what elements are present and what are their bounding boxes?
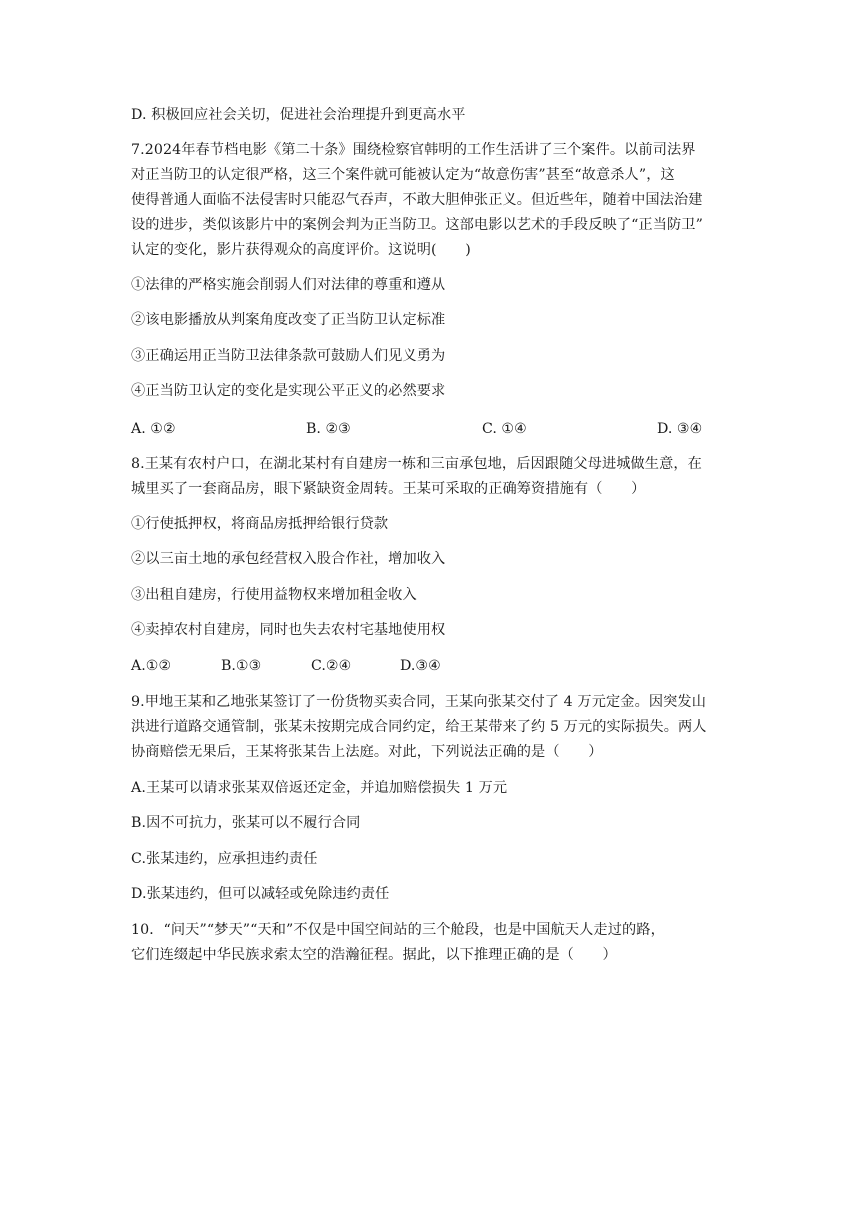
q8-statement-1: ①行使抵押权，将商品房抵押给银行贷款	[131, 516, 389, 532]
q8-statement-2: ②以三亩土地的承包经营权入股合作社，增加收入	[131, 551, 446, 567]
q6-option-d: D. 积极回应社会关切，促进社会治理提升到更高水平	[131, 107, 466, 123]
q9-option-a: A.王某可以请求张某双倍返还定金，并追加赔偿损失 1 万元	[131, 780, 508, 796]
q7-statement-3: ③正确运用正当防卫法律条款可鼓励人们见义勇为	[131, 348, 446, 364]
q7-statement-2: ②该电影播放从判案角度改变了正当防卫认定标准	[131, 312, 446, 328]
q8-option-c: C.②④	[311, 658, 352, 674]
q9-option-d: D.张某违约，但可以减轻或免除违约责任	[131, 886, 390, 902]
q9-stem-line-3: 协商赔偿无果后，王某将张某告上法庭。对此，下列说法正确的是（ ）	[131, 744, 603, 760]
q10-stem-line-2: 它们连缀起中华民族求索太空的浩瀚征程。据此，以下推理正确的是（ ）	[131, 947, 617, 963]
q9-option-c: C.张某违约，应承担违约责任	[131, 851, 318, 867]
q7-option-d: D. ③④	[657, 421, 703, 437]
q9-stem-line-1: 9.甲地王某和乙地张某签订了一份货物买卖合同，王某向张某交付了 4 万元定金。因突发山	[131, 694, 707, 710]
q7-option-c: C. ①④	[482, 421, 527, 437]
q7-stem-line-3: 使得普通人面临不法侵害时只能忍气吞声，不敢大胆伸张正义。但近些年，随着中国法治建	[131, 192, 703, 208]
q7-stem-line-2: 对正当防卫的认定很严格，这三个案件就可能被认定为“故意伤害”甚至“故意杀人”，这	[131, 167, 675, 183]
q7-statement-4: ④正当防卫认定的变化是实现公平正义的必然要求	[131, 383, 446, 399]
q7-stem-line-4: 设的进步，类似该影片中的案例会判为正当防卫。这部电影以艺术的手段反映了“正当防卫”	[131, 217, 703, 233]
q9-stem-line-2: 洪进行道路交通管制，张某未按期完成合同约定，给王某带来了约 5 万元的实际损失。两人	[131, 719, 707, 735]
q8-statement-4: ④卖掉农村自建房，同时也失去农村宅基地使用权	[131, 622, 446, 638]
q7-option-b: B. ②③	[306, 421, 351, 437]
q8-stem-line-1: 8.王某有农村户口，在湖北某村有自建房一栋和三亩承包地，后因跟随父母进城做生意，在	[131, 456, 702, 472]
q7-stem-line-5: 认定的变化，影片获得观众的高度评价。这说明( )	[131, 242, 471, 258]
q8-option-d: D.③④	[400, 658, 441, 674]
q8-option-a: A.①②	[131, 658, 172, 674]
q7-option-a: A. ①②	[131, 421, 176, 437]
q7-stem-line-1: 7.2024年春节档电影《第二十条》围绕检察官韩明的工作生活讲了三个案件。以前司法界	[131, 142, 696, 158]
q9-option-b: B.因不可抗力，张某可以不履行合同	[131, 815, 361, 831]
q8-option-b: B.①③	[221, 658, 262, 674]
q10-stem-line-1: 10．“问天”“梦天”“天和”不仅是中国空间站的三个舱段，也是中国航天人走过的路，	[131, 922, 665, 938]
q7-statement-1: ①法律的严格实施会削弱人们对法律的尊重和遵从	[131, 277, 446, 293]
q8-statement-3: ③出租自建房，行使用益物权来增加租金收入	[131, 587, 417, 603]
q8-stem-line-2: 城里买了一套商品房，眼下紧缺资金周转。王某可采取的正确筹资措施有（ ）	[131, 481, 646, 497]
